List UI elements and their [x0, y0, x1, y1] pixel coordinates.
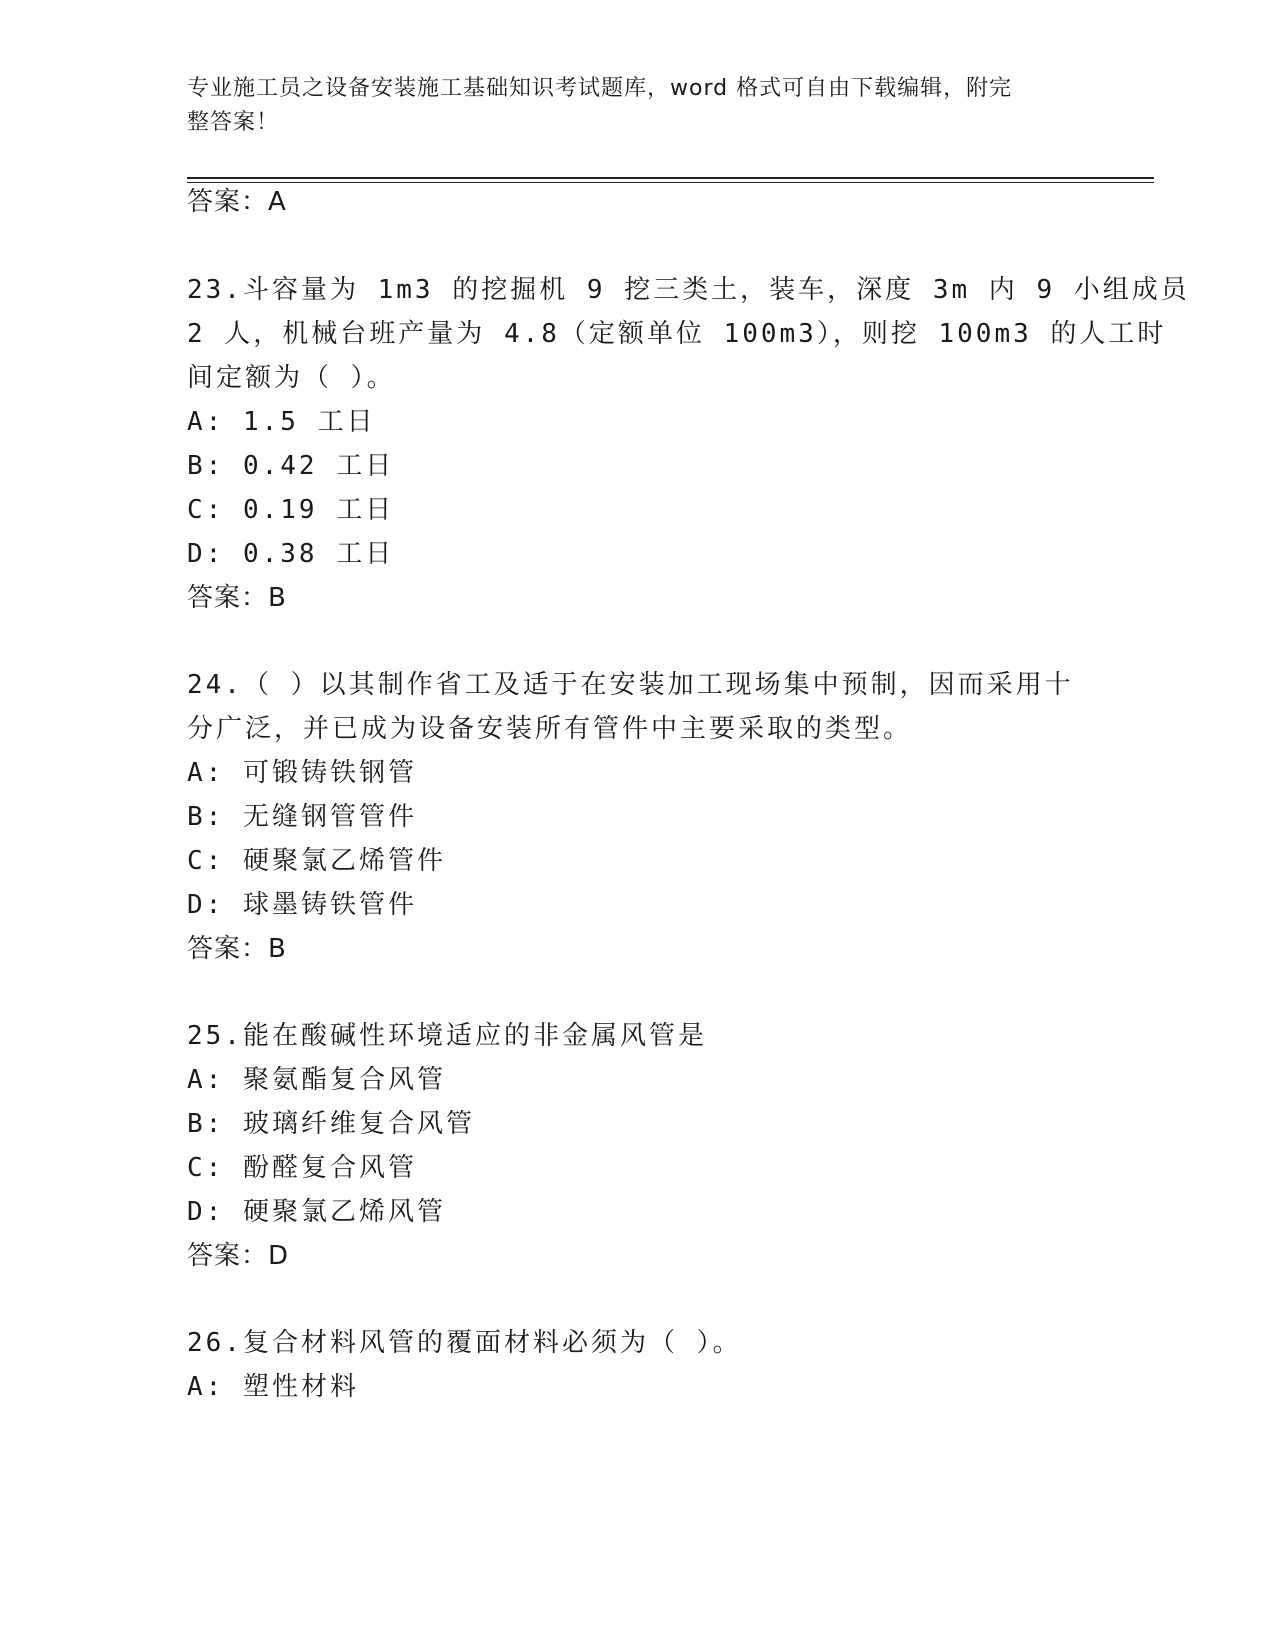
question-25-answer: 答案：D [187, 1241, 290, 1271]
question-24-option-c: C: 硬聚氯乙烯管件 [187, 846, 446, 876]
question-24-option-d: D: 球墨铸铁管件 [187, 890, 417, 920]
question-24-answer: 答案：B [187, 934, 287, 964]
question-23-stem-line-1: 23.斗容量为 1m3 的挖掘机 9 挖三类土，装车，深度 3m 内 9 小组成员 [187, 275, 1190, 305]
header-rule-thin [187, 182, 1154, 183]
header-rule-thick [187, 177, 1154, 179]
question-23-option-d: D: 0.38 工日 [187, 539, 395, 569]
question-25-option-d: D: 硬聚氯乙烯风管 [187, 1197, 446, 1227]
question-23-answer: 答案：B [187, 583, 287, 613]
document-header [187, 72, 1087, 140]
question-23-option-c: C: 0.19 工日 [187, 495, 395, 525]
question-25-option-b: B: 玻璃纤维复合风管 [187, 1109, 475, 1139]
question-23-option-a: A: 1.5 工日 [187, 407, 376, 437]
question-24-option-a: A: 可锻铸铁钢管 [187, 758, 417, 788]
question-26-stem-line-1: 26.复合材料风管的覆面材料必须为（ ）。 [187, 1328, 742, 1358]
question-23-option-b: B: 0.42 工日 [187, 451, 395, 481]
previous-answer: 答案：A [187, 187, 287, 217]
header-line-1: 专业施工员之设备安装施工基础知识考试题库，word 格式可自由下载编辑，附完 [187, 76, 1013, 101]
question-26-option-a: A: 塑性材料 [187, 1372, 359, 1402]
question-23-stem-line-3: 间定额为（ ）。 [187, 363, 396, 393]
question-24-stem-line-1: 24.（ ）以其制作省工及适于在安装加工现场集中预制，因而采用十 [187, 670, 1074, 700]
question-25-option-c: C: 酚醛复合风管 [187, 1153, 417, 1183]
question-25-option-a: A: 聚氨酯复合风管 [187, 1065, 446, 1095]
question-23-stem-line-2: 2 人，机械台班产量为 4.8（定额单位 100m3），则挖 100m3 的人工时 [187, 319, 1167, 349]
header-line-2: 整答案！ [187, 110, 280, 135]
question-24-option-b: B: 无缝钢管管件 [187, 802, 417, 832]
question-25-stem-line-1: 25.能在酸碱性环境适应的非金属风管是 [187, 1021, 707, 1051]
question-24-stem-line-2: 分广泛，并已成为设备安装所有管件中主要采取的类型。 [187, 714, 913, 744]
